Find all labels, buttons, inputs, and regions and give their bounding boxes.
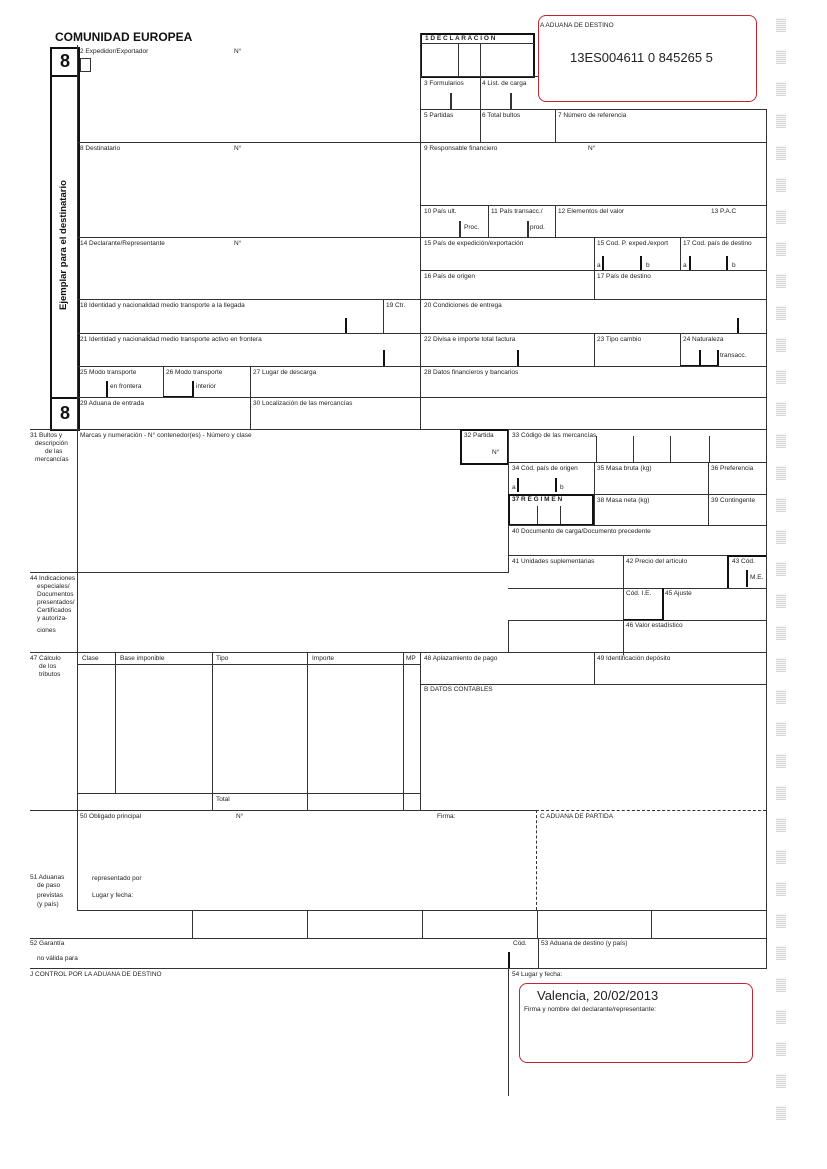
line-v19 xyxy=(383,299,384,333)
aduana-destino-label: A ADUANA DE DESTINO xyxy=(540,22,614,29)
col-clase: Clase xyxy=(82,655,99,662)
line-v1112 xyxy=(555,205,556,237)
lugar-fecha-value: Valencia, 20/02/2013 xyxy=(537,988,659,1003)
scan-mark xyxy=(776,850,786,864)
b10-tick xyxy=(459,221,461,237)
declaration-label: 1 D E C L A R A C I Ó N xyxy=(425,35,496,42)
decl-div2 xyxy=(480,43,481,76)
scan-mark xyxy=(776,50,786,64)
box25-label: 25 Modo transporte xyxy=(80,369,137,376)
box11-prod: prod. xyxy=(530,224,545,231)
b45-left xyxy=(662,588,664,620)
scan-mark xyxy=(776,210,786,224)
box8-label: 8 Destinatario xyxy=(80,145,121,152)
cod-label: Cód. xyxy=(513,940,527,947)
b43-left xyxy=(727,555,729,588)
b34-tick2 xyxy=(555,478,557,492)
aduana-destino-value: 13ES004611 0 845265 5 xyxy=(570,50,713,65)
scan-mark xyxy=(776,338,786,352)
line-r8 xyxy=(77,333,766,334)
scan-mark xyxy=(776,1074,786,1088)
line-r18 xyxy=(508,620,766,621)
box47-l2: de los xyxy=(39,663,57,670)
scan-mark xyxy=(776,1106,786,1120)
scan-mark xyxy=(776,274,786,288)
tax-v1 xyxy=(115,652,116,793)
line-r5 xyxy=(77,237,766,238)
scan-mark xyxy=(776,626,786,640)
scan-mark xyxy=(776,146,786,160)
scan-mark xyxy=(776,786,786,800)
box54-label: 54 Lugar y fecha: xyxy=(512,971,563,978)
b51-v3 xyxy=(422,910,423,938)
side-label: Ejemplar para el destinatario xyxy=(58,180,69,310)
line-r16 xyxy=(30,572,508,573)
box31-l2: descripción xyxy=(35,440,68,447)
scan-mark xyxy=(776,402,786,416)
box9-label: 9 Responsable financiero xyxy=(424,145,498,152)
box13-label: 13 P.A.C xyxy=(711,208,737,215)
line-r4 xyxy=(420,205,766,206)
line-r1 xyxy=(420,76,538,77)
aduana-partida-label: C ADUANA DE PARTIDA xyxy=(540,813,614,820)
firma-label: Firma: xyxy=(437,813,456,820)
b17-tick2 xyxy=(726,256,728,270)
line-v34 xyxy=(480,76,481,110)
scan-mark xyxy=(776,818,786,832)
scan-mark xyxy=(776,690,786,704)
box9-no: N° xyxy=(588,145,596,152)
marcas-label: Marcas y numeración - N° contenedor(es) - Número y clase xyxy=(80,432,252,439)
box32-no: N° xyxy=(492,449,500,456)
line-v42 xyxy=(623,555,624,655)
b4-tick xyxy=(510,93,512,109)
box48-label: 48 Aplazamiento de pago xyxy=(424,655,498,662)
box44-l1: 44 Indicaciones xyxy=(30,575,76,582)
box27-label: 27 Lugar de descarga xyxy=(253,369,317,376)
scan-mark xyxy=(776,594,786,608)
b32-top xyxy=(460,429,508,431)
tax-v4 xyxy=(403,652,404,810)
box15c-a: a xyxy=(597,262,601,269)
line-r7 xyxy=(77,299,766,300)
line-r14 xyxy=(508,525,766,526)
box17c-label: 17 Cod. país de destino xyxy=(683,240,752,247)
box43-label: 43 Cód. xyxy=(732,558,755,565)
box6-label: 6 Total bultos xyxy=(482,112,521,119)
box52-label: 52 Garantía xyxy=(30,940,65,947)
line-v23 xyxy=(594,333,595,366)
decl-div1 xyxy=(458,43,459,76)
scan-mark xyxy=(776,562,786,576)
box28-label: 28 Datos financieros y bancarios xyxy=(424,369,519,376)
box53-label: 53 Aduana de destino (y país) xyxy=(541,940,628,947)
b32-left xyxy=(460,429,462,464)
box32-label: 32 Partida xyxy=(464,432,494,439)
line-r2 xyxy=(420,109,766,110)
b15-tick2 xyxy=(640,256,642,270)
box24-label: 24 Naturaleza xyxy=(683,336,724,343)
line-v24 xyxy=(680,333,681,366)
line-v54 xyxy=(508,968,509,1096)
box2-checkbox[interactable] xyxy=(80,58,91,72)
col-mp: MP xyxy=(406,655,416,662)
line-r19 xyxy=(30,652,766,653)
box51-l1: 51 Aduanas xyxy=(30,874,65,881)
decl-right xyxy=(533,33,535,77)
line-r23 xyxy=(30,938,766,939)
box10-label: 10 País ult. xyxy=(424,208,457,215)
box44-l2: especiales/ xyxy=(37,583,70,590)
box19-label: 19 Ctr. xyxy=(386,302,406,309)
scan-mark xyxy=(776,242,786,256)
b33-t2 xyxy=(633,436,634,462)
scan-mark xyxy=(776,978,786,992)
tax-total-label: Total xyxy=(216,796,230,803)
box15-label: 15 País de expedición/exportación xyxy=(424,240,524,247)
box25-frontera: en frontera xyxy=(110,383,142,390)
box47-l3: tributos xyxy=(39,671,61,678)
line-r12 xyxy=(508,462,766,463)
box50-no: N° xyxy=(236,813,244,820)
box37-label: 37 R É G I M E N xyxy=(512,496,563,503)
box18-label: 18 Identidad y nacionalidad medio transporte a la llegada xyxy=(80,302,245,309)
b32-bottom xyxy=(460,463,508,465)
box31-l1: 31 Bultos y xyxy=(30,432,63,439)
box12-label: 12 Elementos del valor xyxy=(558,208,625,215)
decl-sub xyxy=(421,43,534,44)
box42-label: 42 Precio del artículo xyxy=(626,558,688,565)
b22-tick xyxy=(517,350,519,366)
line-r6 xyxy=(420,270,766,271)
scan-mark xyxy=(776,530,786,544)
line-r10 xyxy=(77,397,766,398)
box10-proc: Proc. xyxy=(464,224,480,231)
main-vertical-2 xyxy=(420,652,421,810)
tax-v3 xyxy=(307,652,308,810)
scan-mark xyxy=(776,1010,786,1024)
b51-v4 xyxy=(537,910,538,938)
dash-r21 xyxy=(536,810,766,811)
b51-v1 xyxy=(192,910,193,938)
box38-label: 38 Masa neta (kg) xyxy=(597,497,650,504)
b18-tick xyxy=(345,318,347,333)
b34-tick1 xyxy=(517,478,519,492)
line-r11 xyxy=(30,429,766,430)
box23-label: 23 Tipo cambio xyxy=(597,336,642,343)
box26-label: 26 Modo transporte xyxy=(166,369,223,376)
scan-mark xyxy=(776,498,786,512)
box4-label: 4 List. de carga xyxy=(482,80,527,87)
line-r24 xyxy=(30,968,766,969)
lugar-fecha-label: Lugar y fecha: xyxy=(92,892,134,899)
box44-l7: ciones xyxy=(37,627,56,634)
line-v1011 xyxy=(488,205,489,237)
box21-label: 21 Identidad y nacionalidad medio transporte activo en frontera xyxy=(80,336,262,343)
box11-label: 11 País transacc./ xyxy=(491,208,543,215)
box7-label: 7 Número de referencia xyxy=(558,112,627,119)
scan-mark xyxy=(776,722,786,736)
b24-tick2 xyxy=(717,350,719,366)
box51-l3: previstas xyxy=(37,892,64,899)
box34-a: a xyxy=(512,484,516,491)
b15-tick1 xyxy=(602,256,604,270)
box51-l2: de paso xyxy=(37,882,61,889)
b20-tick xyxy=(737,318,739,333)
box29-label: 29 Aduana de entrada xyxy=(80,400,144,407)
box44-l6: y autoriza- xyxy=(37,615,68,622)
scan-mark xyxy=(776,82,786,96)
copy-number-bottom-box xyxy=(50,397,80,431)
box2-no-label: N° xyxy=(234,48,242,55)
b46-left-line xyxy=(508,620,509,652)
box2-label: 2 Expedidor/Exportador xyxy=(80,48,149,55)
tax-v2 xyxy=(212,652,213,810)
box44-l4: presentados/ xyxy=(37,599,75,606)
box26-interior: interior xyxy=(196,383,216,390)
line-v67 xyxy=(555,109,556,143)
col-base: Base imponible xyxy=(120,655,165,662)
b3-tick xyxy=(450,93,452,109)
b43-top xyxy=(727,555,767,557)
box17-label: 17 País de destino xyxy=(597,273,651,280)
box40-label: 40 Documento de carga/Documento precedente xyxy=(512,528,651,535)
b11-tick xyxy=(527,221,529,237)
b26-tick xyxy=(192,381,194,397)
line-v49 xyxy=(594,652,595,685)
b21-tick xyxy=(383,350,385,366)
right-border xyxy=(766,109,767,969)
scan-mark xyxy=(776,370,786,384)
copy-number-bottom: 8 xyxy=(59,403,70,423)
box34-b: b xyxy=(560,484,564,491)
left-col-line xyxy=(77,429,78,811)
copy-number-top: 8 xyxy=(59,51,70,71)
scan-mark xyxy=(776,754,786,768)
box20-label: 20 Condiciones de entrega xyxy=(424,302,502,309)
tax-header-line xyxy=(77,664,421,665)
control-label: J CONTROL POR LA ADUANA DE DESTINO xyxy=(30,971,162,978)
scan-mark xyxy=(776,434,786,448)
box31-l4: mercancías xyxy=(35,456,69,463)
scan-mark xyxy=(776,306,786,320)
line-v26 xyxy=(163,366,164,397)
box49-label: 49 Identificación depósito xyxy=(597,655,671,662)
col-importe: Importe xyxy=(312,655,335,662)
line-r3 xyxy=(77,142,766,143)
b52-tick xyxy=(508,952,510,968)
box35-label: 35 Masa bruta (kg) xyxy=(597,465,652,472)
representado-label: representado por xyxy=(92,875,142,882)
box3-label: 3 Formularios xyxy=(424,80,464,87)
box15c-label: 15 Cod. P. exped./export xyxy=(597,240,669,247)
scan-mark xyxy=(776,466,786,480)
box44-l3: Documentos xyxy=(37,591,74,598)
dash-v-partida xyxy=(536,810,537,910)
box22-label: 22 Divisa e importe total factura xyxy=(424,336,516,343)
box43-me: M.E. xyxy=(750,574,764,581)
box24-transacc: transacc. xyxy=(720,352,747,359)
b33-t3 xyxy=(670,436,671,462)
box8-no: N° xyxy=(234,145,242,152)
box41-label: 41 Unidades suplementarias xyxy=(512,558,595,565)
b37-left xyxy=(508,494,510,525)
box46-label: 46 Valor estadístico xyxy=(626,622,683,629)
line-v56 xyxy=(480,109,481,143)
form-title: COMUNIDAD EUROPEA xyxy=(55,30,193,44)
line-r17 xyxy=(508,588,766,589)
b37-t1 xyxy=(537,506,538,524)
line-v53 xyxy=(538,938,539,968)
box15c-b: b xyxy=(646,262,650,269)
box39-label: 39 Contingente xyxy=(711,497,756,504)
box44-l5: Certificados xyxy=(37,607,72,614)
tax-total-line xyxy=(77,793,421,794)
box47-l1: 47 Cálculo xyxy=(30,655,61,662)
col-tipo: Tipo xyxy=(216,655,229,662)
box33-label: 33 Código de las mercancías xyxy=(512,432,597,439)
line-r21 xyxy=(30,810,536,811)
b51-v2 xyxy=(307,910,308,938)
box5-label: 5 Partidas xyxy=(424,112,454,119)
b33-t4 xyxy=(709,436,710,462)
b24-tick1 xyxy=(699,350,701,366)
scan-mark xyxy=(776,882,786,896)
no-valida-label: no válida para xyxy=(37,955,78,962)
box36-label: 36 Preferencia xyxy=(711,465,754,472)
scan-mark xyxy=(776,946,786,960)
b37-right xyxy=(592,494,594,525)
box17c-a: a xyxy=(683,262,687,269)
box30-label: 30 Localización de las mercancías xyxy=(253,400,353,407)
box14-label: 14 Declarante/Representante xyxy=(80,240,165,247)
b33-t1 xyxy=(596,436,597,462)
line-v17 xyxy=(680,237,681,271)
box17c-b: b xyxy=(732,262,736,269)
scan-mark xyxy=(776,178,786,192)
line-r9 xyxy=(77,366,766,367)
scan-mark xyxy=(776,658,786,672)
box50-label: 50 Obligado principal xyxy=(80,813,142,820)
box31-l3: de las xyxy=(45,448,63,455)
box54-firma-label: Firma y nombre del declarante/representante: xyxy=(524,1006,656,1013)
box45-label: 45 Ajuste xyxy=(665,590,692,597)
line-v15 xyxy=(594,237,595,299)
b25-tick xyxy=(106,381,108,397)
box34-label: 34 Cód. país de origen xyxy=(512,465,578,472)
cod-ie-label: Cód. I.E. xyxy=(626,590,652,597)
line-v50 xyxy=(77,810,78,910)
main-vertical xyxy=(420,33,421,429)
box51-l4: (y país) xyxy=(37,901,59,908)
box16-label: 16 País de origen xyxy=(424,273,475,280)
b51-v5 xyxy=(651,910,652,938)
scan-mark xyxy=(776,1042,786,1056)
b43-tick xyxy=(746,570,748,587)
datos-contables-label: B DATOS CONTABLES xyxy=(424,686,493,693)
copy-number-top-box xyxy=(50,47,80,77)
scan-mark xyxy=(776,18,786,32)
line-r20 xyxy=(420,684,766,685)
scan-mark xyxy=(776,914,786,928)
scan-mark xyxy=(776,114,786,128)
box14-no: N° xyxy=(234,240,242,247)
b17-tick1 xyxy=(689,256,691,270)
b37-t2 xyxy=(560,506,561,524)
